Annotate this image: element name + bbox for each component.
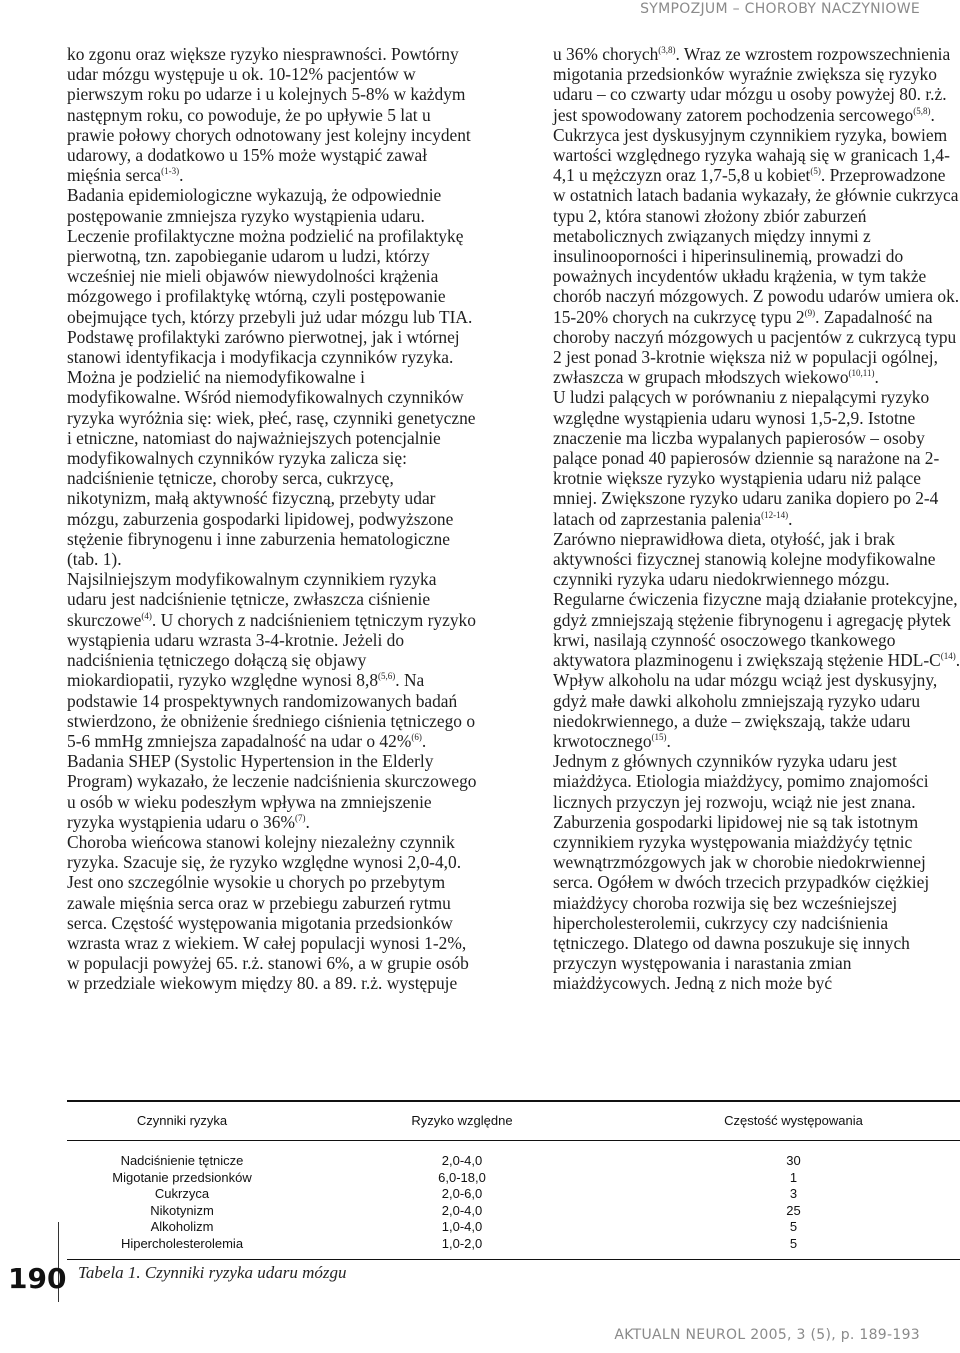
text: U ludzi palących w porównaniu z niepalącymi ryzyko względne wystąpienia udaru wynosi 1,5-2,9. Istotne znaczenie ma liczba wypalanych papierosów – osoby palące ponad 40 papierosów dziennie są narażone na 2-krotnie większe ryzyko wystąpienia udaru niż palące mniej. Zwiększone ryzyko udaru zanika dopiero po 2-4 latach od zaprzestania palenia [553,387,940,529]
citation: (6) [411,732,422,743]
citation: (14) [940,651,956,662]
text: . [179,165,184,186]
table-cell: 2,0-4,0 [441,1202,483,1218]
text: . [955,650,960,671]
table-cell: Cukrzyca [154,1186,210,1202]
paragraph [67,569,477,832]
article-left-column [67,44,477,994]
journal-footer: AKTUALN NEUROL 2005, 3 (5), p. 189-193 [614,1327,920,1343]
table-cell: 3 [789,1186,798,1202]
citation: (10,11) [848,368,875,379]
table-cell: 25 [786,1202,801,1218]
paragraph [67,44,477,185]
table-cell: 5 [789,1219,798,1235]
table-cell: 2,0-6,0 [441,1186,483,1202]
citation: (12-14) [761,509,789,520]
text: Cukrzyca jest dyskusyjnym czynnikiem ryzyka, bowiem wartości względnego ryzyka wahają się w granicach 1,4-4,1 u mężczyzn oraz 1,7-5,8 u kobiet [553,124,950,186]
article-right-column [553,44,960,994]
text: . [305,811,310,832]
table-row [67,1186,960,1203]
text: . Wraz ze wzrostem rozpowszechnienia migotania przedsionków wyraźnie zwiększa się ryzyko udaru – co czwarty udar mózgu u osoby powyżej 80. r.ż. jest spowodowany zatorem pochodzenia sercowego [553,44,951,125]
text: Najsilniejszym modyfikowalnym czynnikiem ryzyka udaru jest nadciśnienie tętnicze, zwłaszcza ciśnienie skurczowe [67,569,437,630]
citation: (5) [810,166,821,177]
citation: (5,6) [378,671,396,682]
paragraph [553,44,960,125]
citation: (15) [651,732,667,743]
table-cell: Migotanie przedsionków [112,1169,252,1185]
column-header: Ryzyko względne [297,1101,627,1141]
running-header: SYMPOZJUM – CHOROBY NACZYNIOWE [640,1,920,17]
text: . Na podstawie 14 prospektywnych randomizowanych badań stwierdzono, że obniżenie średniego ciśnienia tętniczego o 5-6 mmHg zmniejsza zapadalność na udar o 42% [67,670,476,751]
table-row [67,1219,960,1236]
risk-factors-table [67,1100,960,1260]
column-header: Częstość występowania [627,1101,960,1141]
table-row [67,1170,960,1187]
citation: (1-3) [161,166,180,177]
table-cell: 2,0-4,0 [441,1153,483,1168]
table-cell: Alkoholizm [150,1219,214,1235]
text: . [666,730,671,751]
table-header-row [67,1101,960,1141]
table-caption: Tabela 1. Czynniki ryzyka udaru mózgu [78,1263,347,1282]
table-cell: 1,0-4,0 [441,1219,483,1235]
table-cell: Nadciśnienie tętnicze [120,1153,244,1168]
text: u 36% chorych [553,44,659,64]
text: Wpływ alkoholu na udar mózgu wciąż jest dyskusyjny, gdyż małe dawki alkoholu zmniejszają ryzyko udaru niedokrwiennego, a duże – zwiększają, także udaru krwotocznego [553,670,938,751]
table-cell: 5 [627,1236,960,1259]
table-cell: 30 [786,1153,801,1168]
table-cell: 1 [789,1169,798,1185]
table-cell: 6,0-18,0 [438,1169,486,1185]
paragraph: Podstawę profilaktyki zarówno pierwotnej, jak i wtórnej stanowi identyfikacja i modyfikacja czynników ryzyka. Można je podzielić na niemodyfikowalne i modyfikowalne. Wśród niemodyfikowalnych czynników ryzyka wyróżnia się: wiek, płeć, rasę, czynniki genetyczne i etniczne, natomiast do najważniejszych potencjalnie modyfikowalnych czynników ryzyka zalicza się: nadciśnienie tętnicze, choroby serca, cukrzycę, nikotynizm, małą aktywność fizyczną, przebyty udar mózgu, zaburzenia gospodarki lipidowej, podwyższone stężenie fibrynogenu i inne zaburzenia hematologiczne (tab. 1). [67,326,476,570]
citation: (5,8) [913,105,931,116]
table-cell: Nikotynizm [150,1202,214,1218]
text: ko zgonu oraz większe ryzyko niesprawności. Powtórny udar mózgu występuje u ok. 10-12% pacjentów w pierwszym roku po udarze i u kolejnych 5-8% w każdym następnym roku, co powoduje, że po upływie 5 lat u prawie połowy chorych odnotowany jest kolejny incydent udarowy, a dodatkowo u 15% może wystąpić zawał mięśnia serca [67,44,471,186]
text: . [930,104,935,125]
table-row [67,1236,960,1259]
paragraph [553,125,960,388]
text: . Badania SHEP (Systolic Hypertension in the Elderly Program) wykazało, że leczenie nadciśnienia skurczowego u osób w wieku podeszłym wpływa na zmniejszenie ryzyka wystąpienia udaru o 36% [67,730,477,832]
table-row [67,1203,960,1220]
table-row [67,1141,960,1170]
text: . [874,367,879,388]
citation: (9) [804,307,816,318]
citation: (7) [294,812,306,823]
text: . Zapadalność na choroby naczyń mózgowych u pacjentów z cukrzycą typu 2 jest ponad 3-krotnie większa niż w populacji ogólnej, zwłaszcza w grupach młodszych wiekowo [553,306,957,388]
text: . Przeprowadzone w ostatnich latach badania wykazały, że głównie cukrzyca typu 2, która stanowi złożony zbiór zaburzeń metabolicznych związanych między innymi z insulinooporności i hiperinsulinemią, prowadzi do poważnych incydentów układu krążenia, w tym także chorób naczyń mózgowych. Z powodu udarów umiera ok. 15-20% chorych na cukrzycę typu 2 [553,165,960,327]
paragraph: Jednym z głównych czynników ryzyka udaru jest miażdżyca. Etiologia miażdżycy, pomimo znajomości licznych przyczyn jej rozwoju, wciąż nie jest znana. Zaburzenia gospodarki lipidowej nie są tak istotnym czynnikiem ryzyka występowania miażdżyćy tętnic wewnątrzmózgowych jak w chorobie niedokrwiennej serca. Ogółem w dwóch trzecich przypadków ciężkiej miażdżycy choroba rozwija się bez wcześniejszej hipercholesterolemii, cukrzycy czy nadciśnienia tętniczego. Dlatego od dawna poszukuje się innych przyczyn występowania i narastania zmian miażdżycowych. Jedną z nich może być [553,751,930,994]
text: . [788,508,793,529]
table-cell: Hipercholesterolemia [67,1236,297,1259]
paragraph: Badania epidemiologiczne wykazują, że odpowiednie postępowanie zmniejsza ryzyko wystąpienia udaru. Leczenie profilaktyczne można podzielić na profilaktykę pierwotną, tzn. zapobieganie udarom u ludzi, którzy wcześniej nie mieli objawów niewydolności krążenia mózgowego i profilaktykę wtórną, czyli postępowanie obejmujące tych, którzy przebyli już udar mózgu lub TIA. [67,185,473,327]
paragraph [553,529,960,670]
paragraph [553,670,960,751]
page-number: 190 [8,1262,67,1295]
citation: (3,8) [658,45,676,56]
citation: (4) [141,610,152,621]
text: Zarówno nieprawidłowa dieta, otyłość, jak i brak aktywności fizycznej stanowią kolejne modyfikowalne czynniki ryzyka udaru niedokrwiennego mózgu. Regularne ćwiczenia fizyczne mają działanie protekcyjne, gdyż zmniejszają stężenie fibrynogenu i agregację płytek krwi, nasilają czynność osoczowego tkankowego aktywatora plazminogenu i zwiększają stężenie HDL-C [553,528,958,671]
text: . U chorych z nadciśnieniem tętniczym ryzyko wystąpienia udaru wzrasta 3-4-krotnie. Jeżeli do nadciśnienia tętniczego dołączą się objawy miokardiopatii, ryzyko względne wynosi 8,8 [67,609,476,691]
column-header: Czynniki ryzyka [67,1101,297,1141]
paragraph [553,387,960,528]
table-cell: 1,0-2,0 [297,1236,627,1259]
paragraph: Choroba wieńcowa stanowi kolejny niezależny czynnik ryzyka. Szacuje się, że ryzyko względne wynosi 2,0-4,0. Jest ono szczególnie wysokie u chorych po przebytym zawale mięśnia serca oraz w przebiegu zaburzeń rytmu serca. Częstość występowania migotania przedsionków wzrasta wraz z wiekiem. W całej populacji wynosi 1-2%, w populacji powyżej 65. r.ż. stanowi 6%, a w grupie osób w przedziale wiekowym między 80. a 89. r.ż. występuje [67,831,469,994]
